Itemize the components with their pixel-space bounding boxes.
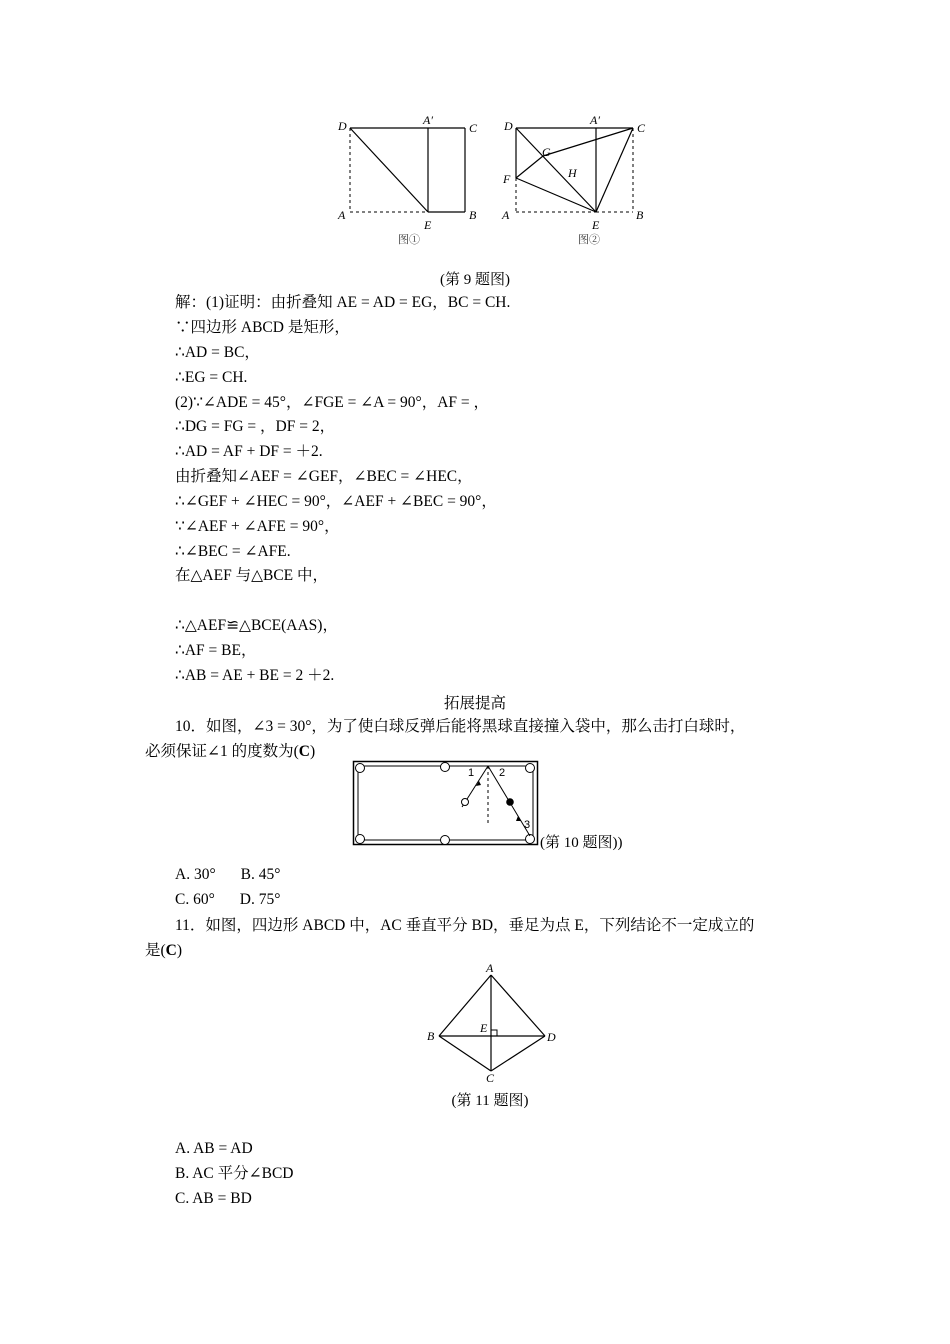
figure-11-caption: (第 11 题图): [451, 1093, 529, 1109]
figure-9: [330, 108, 660, 253]
q10-answer: C: [298, 743, 310, 760]
solution-line: ∵∠AEF + ∠AFE = 90°，: [175, 518, 340, 535]
q10-option-d: D. 75°: [239, 891, 281, 908]
q11-text-line2: 是(C): [145, 942, 183, 959]
fig11-label-C: C: [486, 1071, 495, 1085]
fig9-2-caption: 图②: [578, 234, 600, 246]
q11-option-a: A. AB = AD: [175, 1140, 253, 1157]
fig10-angle-2: 2: [499, 767, 506, 779]
solution-line: ∴△AEF≌△BCE(AAS)，: [175, 617, 338, 634]
solution-line: 由折叠知∠AEF = ∠GEF，∠BEC = ∠HEC，: [175, 468, 473, 485]
fig9-1-label-E: E: [424, 218, 432, 232]
fig9-1-label-B: B: [469, 208, 477, 222]
figure-9-2: [501, 113, 646, 246]
fig9-2-label-E: E: [592, 218, 600, 232]
figure-9-caption: (第 9 题图): [440, 272, 510, 288]
solution-line: ∴∠GEF + ∠HEC = 90°，∠AEF + ∠BEC = 90°，: [175, 493, 497, 510]
fig9-1-label-A: A: [338, 208, 346, 222]
solution-line: (2)∵∠ADE = 45°，∠FGE = ∠A = 90°，AF = ，: [175, 394, 490, 411]
q11-answer: C: [165, 942, 177, 959]
solution-line: ∴AD = BC，: [175, 344, 260, 361]
section-title: 拓展提高: [443, 695, 506, 712]
solution-line: ∴AB = AE + BE = 2 ＋2.: [175, 667, 335, 684]
fig10-angle-1: 1: [468, 767, 475, 779]
figure-9-1: [337, 113, 478, 246]
fig10-angle-3: 3: [524, 819, 531, 831]
solution-line: 解：(1)证明：由折叠知 AE = AD = EG，BC = CH.: [175, 294, 511, 311]
q10-option-c: C. 60°: [175, 891, 215, 908]
fig11-label-D: D: [547, 1030, 556, 1044]
fig9-1-label-A-prime: A′: [423, 113, 433, 127]
fig9-2-label-F: F: [503, 172, 511, 186]
fig9-2-label-G: G: [542, 145, 551, 159]
q10-text-line2: 必须保证∠1 的度数为(C): [145, 743, 316, 760]
fig9-2-label-H: H: [568, 166, 577, 180]
fig9-2-label-D: D: [504, 119, 513, 133]
q11-option-c: C. AB = BD: [175, 1190, 252, 1207]
question-11: [145, 913, 815, 963]
fig11-label-A: A: [486, 961, 494, 975]
q10-text-line1: 10．如图，∠3 = 30°，为了使白球反弹后能将黑球直接撞入袋中，那么击打白球时，: [175, 718, 746, 735]
question-10: [145, 714, 815, 764]
solution-line: ∵四边形 ABCD 是矩形，: [175, 319, 350, 336]
solution-line: ∴EG = CH.: [175, 369, 248, 386]
fig9-2-label-C: C: [637, 121, 646, 135]
fig9-2-label-B: B: [636, 208, 644, 222]
solution-line: ∴DG = FG = ，DF = 2，: [175, 418, 336, 435]
figure-11: [420, 960, 570, 1085]
fig9-1-label-C: C: [469, 121, 478, 135]
figure-10: [352, 760, 542, 848]
q10-option-b: B. 45°: [240, 866, 281, 883]
solution-line: ∴AD = AF + DF = ＋2.: [175, 443, 323, 460]
fig9-1-label-D: D: [338, 119, 347, 133]
figure-10-caption: (第 10 题图)): [540, 835, 623, 851]
solution-line: ∴AF = BE，: [175, 642, 257, 659]
q11-text-line1: 11．如图，四边形 ABCD 中，AC 垂直平分 BD，垂足为点 E，下列结论不一定成立的: [175, 917, 755, 934]
fig9-2-label-A-prime: A′: [590, 113, 600, 127]
fig11-label-E: E: [480, 1021, 488, 1035]
q11-option-b: B. AC 平分∠BCD: [175, 1165, 294, 1182]
fig11-label-B: B: [427, 1029, 435, 1043]
solution-line: ∴∠BEC = ∠AFE.: [175, 543, 291, 560]
q10-option-a: A. 30°: [175, 866, 216, 883]
q10-options-row2: [175, 890, 280, 910]
solution-line: 在△AEF 与△BCE 中，: [175, 567, 329, 584]
fig9-2-label-A: A: [502, 208, 510, 222]
fig9-1-caption: 图①: [398, 234, 420, 246]
q10-options-row1: [175, 865, 280, 885]
